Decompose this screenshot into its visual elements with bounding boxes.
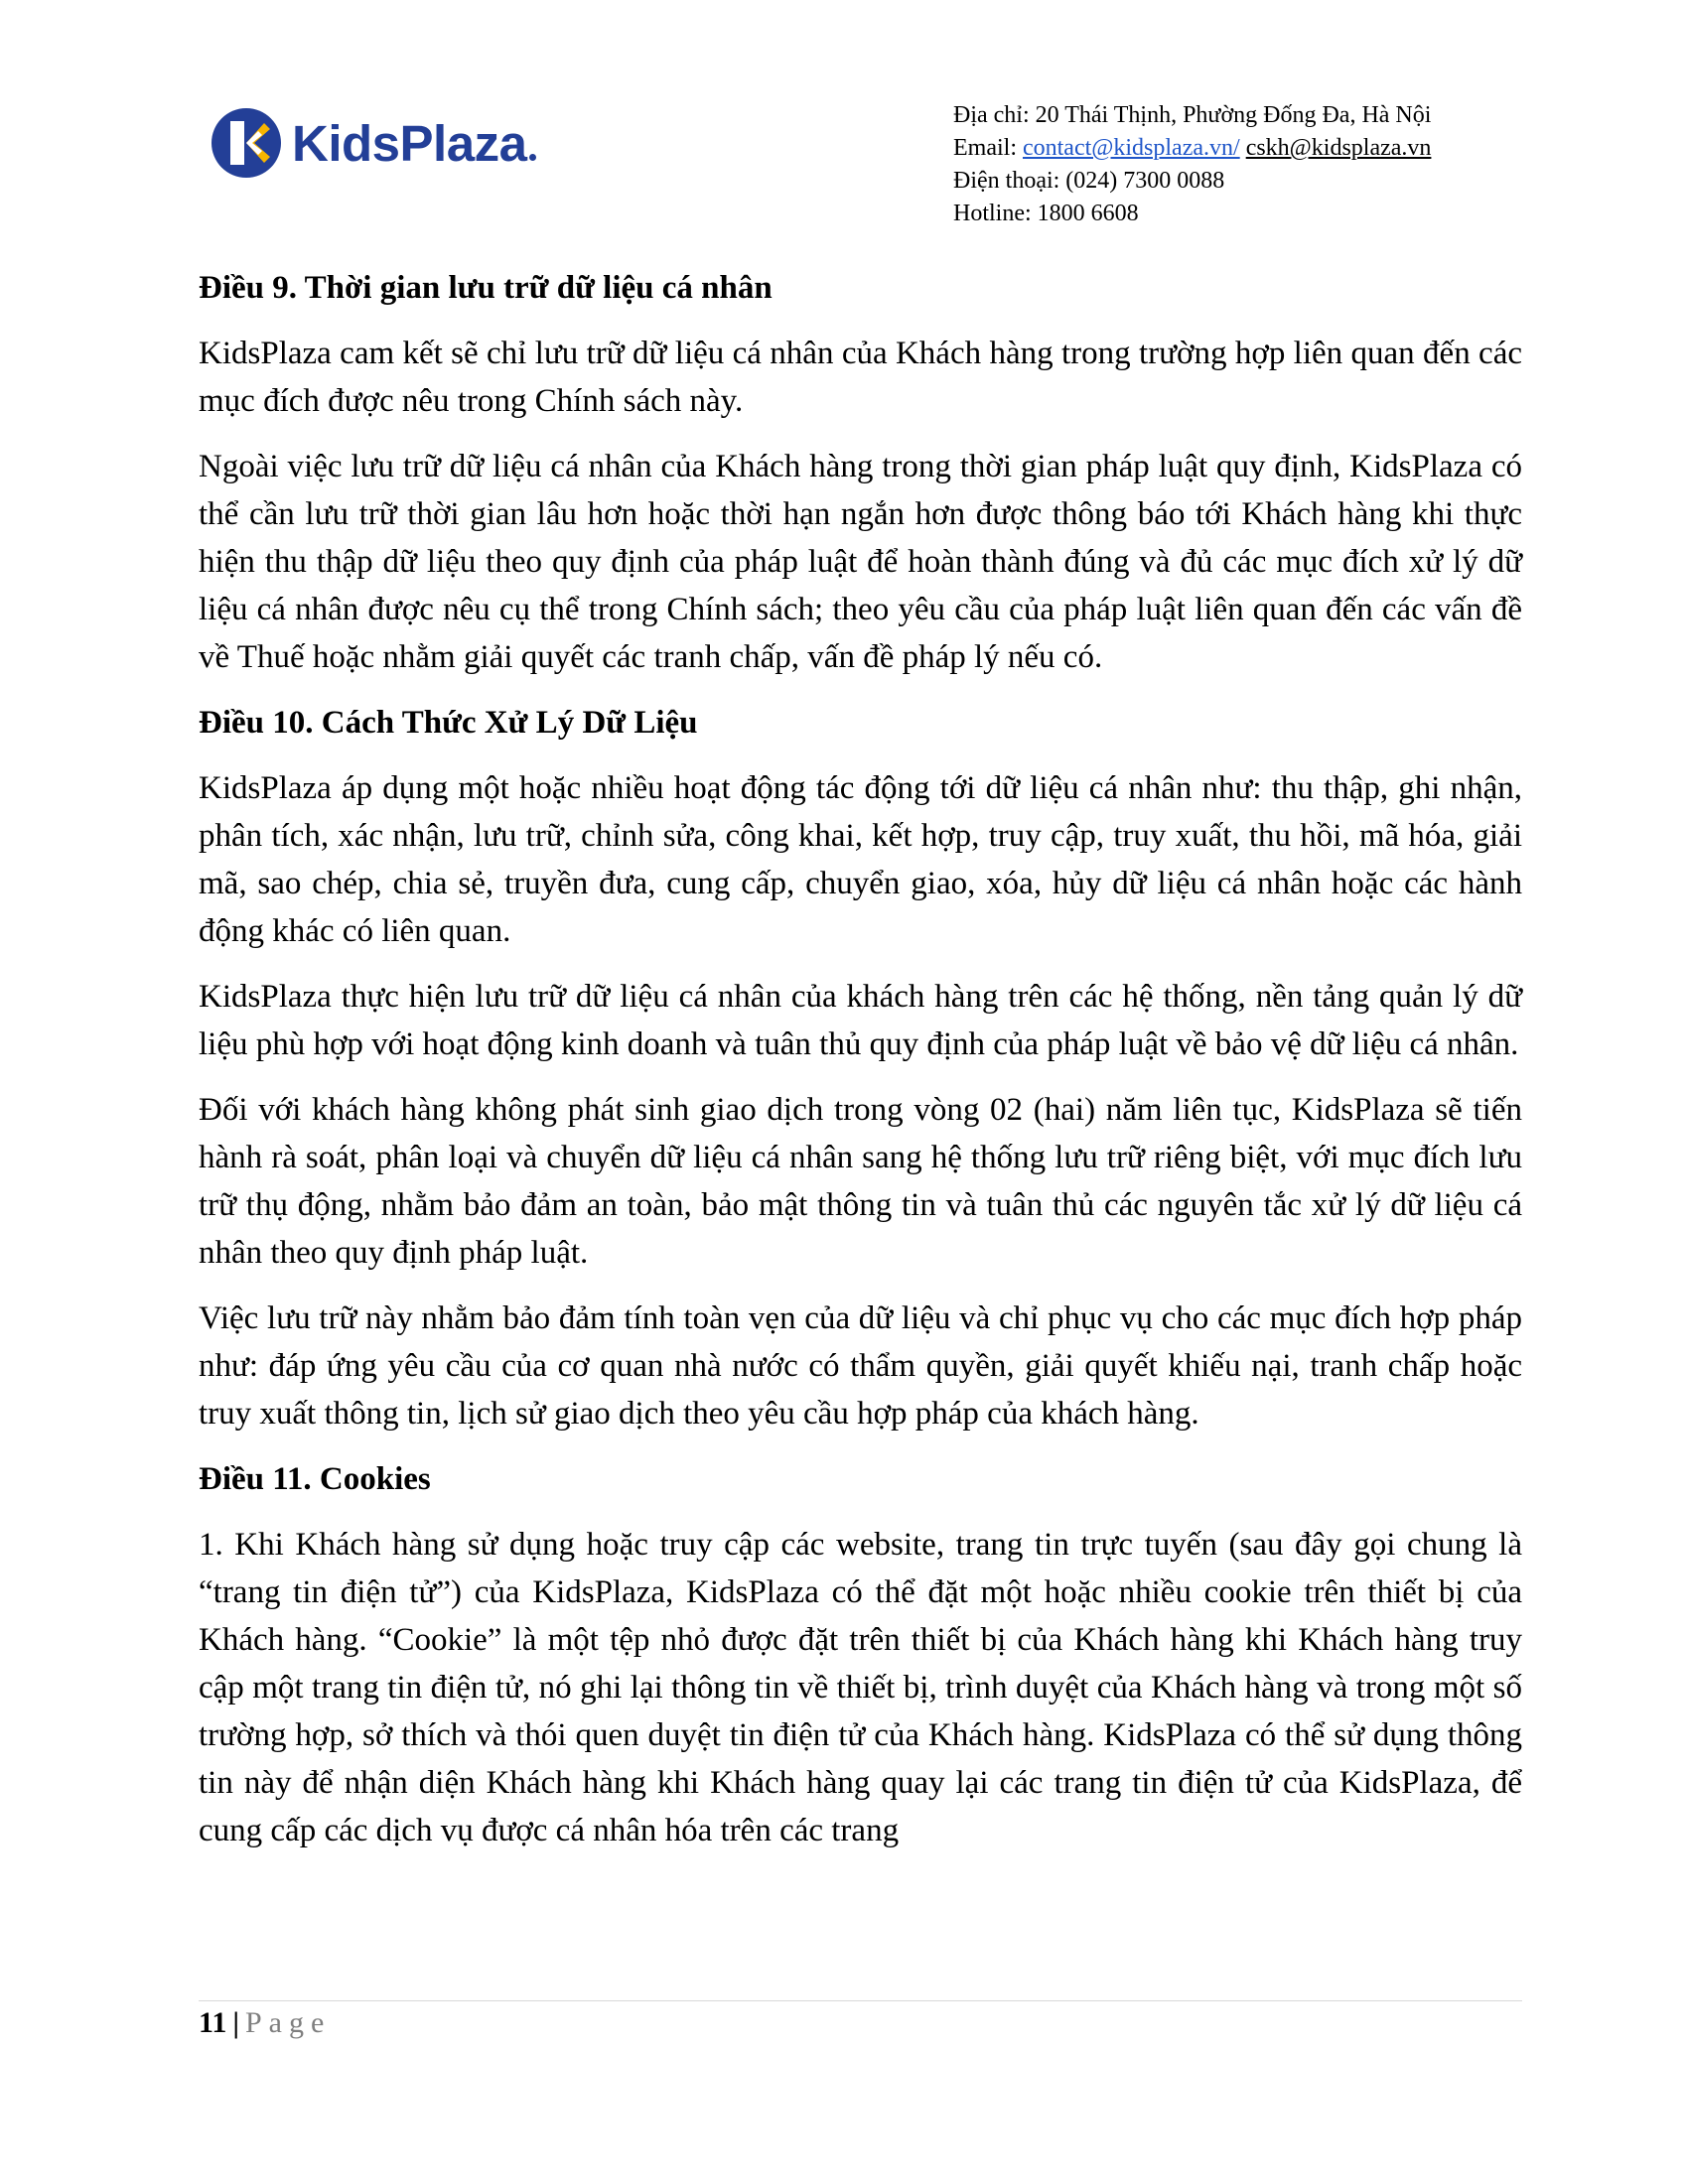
document-body <box>199 264 1522 1872</box>
section-heading-article-11: Điều 11. Cookies <box>199 1461 431 1497</box>
paragraph: Việc lưu trữ này nhằm bảo đảm tính toàn vẹn của dữ liệu và chỉ phục vụ cho các mục đích hợp pháp như: đáp ứng yêu cầu của cơ quan nhà nước có thẩm quyền, giải quyết khiếu nại, tranh chấp hoặc truy xuất thông tin, lịch sử giao dịch theo yêu cầu hợp pháp của khách hàng. <box>199 1300 1522 1432</box>
kidsplaza-logo-icon <box>211 107 282 179</box>
paragraph: Ngoài việc lưu trữ dữ liệu cá nhân của Khách hàng trong thời gian pháp luật quy định, KidsPlaza có thể cần lưu trữ thời gian lâu hơn hoặc thời hạn ngắn hơn được thông báo tới Khách hàng khi thực hiện thu thập dữ liệu theo quy định của pháp luật để hoàn thành đúng và đủ các mục đích xử lý dữ liệu cá nhân được nêu cụ thể trong Chính sách; theo yêu cầu của pháp luật liên quan đến các vấn đề về Thuế hoặc nhằm giải quyết các tranh chấp, vấn đề pháp lý nếu có. <box>199 449 1522 675</box>
section-heading-article-9: Điều 9. Thời gian lưu trữ dữ liệu cá nhân <box>199 270 773 306</box>
email-label: Email: <box>953 135 1023 161</box>
logo-wordmark: KidsPlaza <box>292 114 527 172</box>
paragraph: KidsPlaza cam kết sẽ chỉ lưu trữ dữ liệu cá nhân của Khách hàng trong trường hợp liên quan đến các mục đích được nêu trong Chính sách này. <box>199 336 1522 419</box>
hotline-line: Hotline: 1800 6608 <box>953 201 1139 226</box>
kidsplaza-logo <box>211 107 536 179</box>
phone-line: Điện thoại: (024) 7300 0088 <box>953 168 1225 194</box>
page-footer <box>199 2003 331 2043</box>
email-line <box>953 132 1509 165</box>
paragraph: KidsPlaza áp dụng một hoặc nhiều hoạt động tác động tới dữ liệu cá nhân như: thu thập, ghi nhận, phân tích, xác nhận, lưu trữ, chỉnh sửa, công khai, kết hợp, truy cập, truy xuất, thu hồi, mã hóa, giải mã, sao chép, chia sẻ, truyền đưa, cung cấp, chuyển giao, xóa, hủy dữ liệu cá nhân hoặc các hành động khác có liên quan. <box>199 770 1522 949</box>
section-heading-article-10: Điều 10. Cách Thức Xử Lý Dữ Liệu <box>199 705 698 741</box>
contact-block <box>953 99 1509 230</box>
address-line: Địa chỉ: 20 Thái Thịnh, Phường Đống Đa, Hà Nội <box>953 102 1432 128</box>
logo-registered-dot <box>529 154 536 161</box>
email-link-contact[interactable]: contact@kidsplaza.vn/ <box>1022 135 1240 161</box>
paragraph: Đối với khách hàng không phát sinh giao dịch trong vòng 02 (hai) năm liên tục, KidsPlaza sẽ tiến hành rà soát, phân loại và chuyển dữ liệu cá nhân sang hệ thống lưu trữ riêng biệt, với mục đích lưu trữ thụ động, nhằm bảo đảm an toàn, bảo mật thông tin và tuân thủ các nguyên tắc xử lý dữ liệu cá nhân theo quy định pháp luật. <box>199 1092 1522 1271</box>
page-number: 11 <box>199 2006 227 2039</box>
footer-divider <box>199 2000 1522 2001</box>
footer-separator: | <box>232 2006 239 2039</box>
paragraph: KidsPlaza thực hiện lưu trữ dữ liệu cá nhân của khách hàng trên các hệ thống, nền tảng quản lý dữ liệu phù hợp với hoạt động kinh doanh và tuân thủ quy định của pháp luật về bảo vệ dữ liệu cá nhân. <box>199 979 1522 1062</box>
page-label: Page <box>244 2006 332 2039</box>
paragraph: 1. Khi Khách hàng sử dụng hoặc truy cập các website, trang tin trực tuyến (sau đây gọi chung là “trang tin điện tử”) của KidsPlaza, KidsPlaza có thể đặt một hoặc nhiều cookie trên thiết bị của Khách hàng. “Cookie” là một tệp nhỏ được đặt trên thiết bị của Khách hàng khi Khách hàng truy cập một trang tin điện tử, nó ghi lại thông tin về thiết bị, trình duyệt của Khách hàng và trong một số trường hợp, sở thích và thói quen duyệt tin điện tử của Khách hàng. KidsPlaza có thể sử dụng thông tin này để nhận diện Khách hàng khi Khách hàng quay lại các trang tin điện tử của KidsPlaza, để cung cấp các dịch vụ được cá nhân hóa trên các trang <box>199 1527 1522 1848</box>
email-link-cskh[interactable]: cskh@kidsplaza.vn <box>1245 135 1432 161</box>
